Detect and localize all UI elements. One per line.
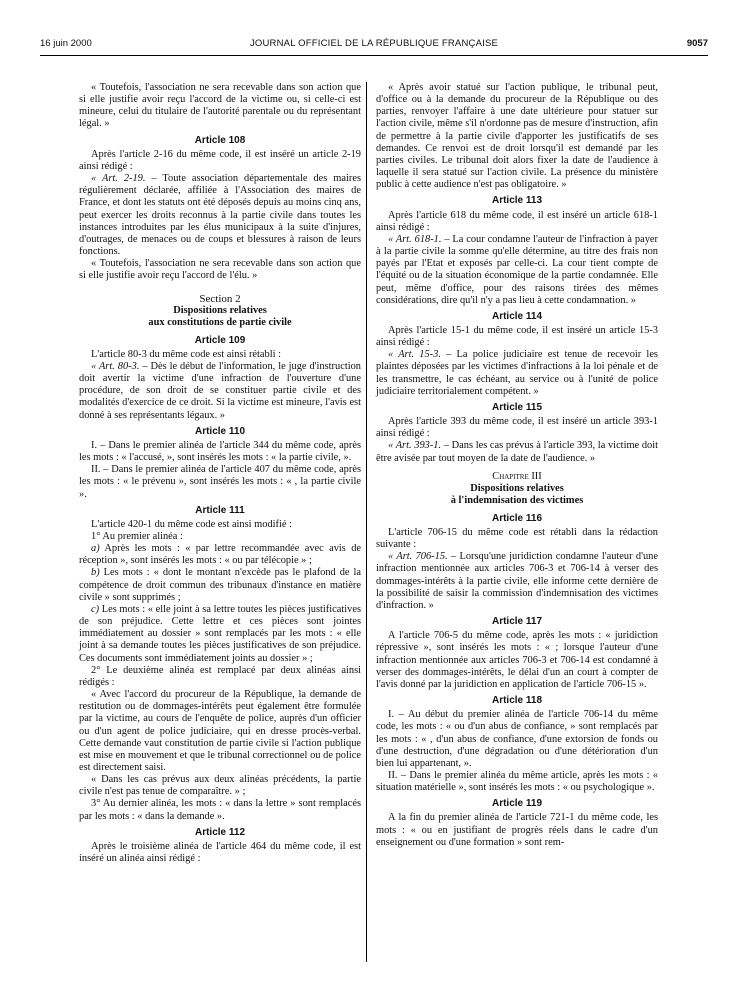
paragraph: A la fin du premier alinéa de l'article 721-1 du même code, les mots : « ou en justifiant de progrès réels dans le cadre d'un enseignement ou d'une formation » sont rem- [376, 812, 658, 848]
article-heading: Article 111 [195, 504, 245, 516]
article-heading: Article 118 [491, 695, 543, 707]
paragraph: « Avec l'accord du procureur de la République, la demande de restitution ou de dommages-intérêts peut également être formulée par la victime, au cours de l'enquête de police, auprès d'un officier ou d'un agent de police judiciaire, qui en dresse procès-verbal. Cette demande vaut constitution de partie civile si l'action publique est mise en mouvement et que le tribunal correctionnel ou de police est directement saisi. [79, 689, 361, 773]
paragraph: Après le troisième alinéa de l'article 464 du même code, il est inséré un alinéa ainsi rédigé : [79, 840, 361, 865]
journal-title: JOURNAL OFFICIEL DE LA RÉPUBLIQUE FRANÇAISE [249, 38, 499, 49]
article-heading: Article 112 [194, 826, 246, 838]
article-heading: Article 116 [491, 512, 543, 524]
article-heading: Article 114 [491, 310, 543, 322]
paragraph: a) Après les mots : « par lettre recommandée avec avis de réception », sont insérés les mots : « ou par télécopie » ; [79, 543, 361, 567]
article-ref: « Art. 15-3. [388, 349, 441, 361]
paragraph: « Art. 80-3. – Dès le début de l'information, le juge d'instruction doit avertir la victime d'une infraction de l'ouverture d'une procédure, de son droit de se constituer partie civile et des modalités d'exercice de ce droit. Si la victime est mineure, l'avis est donné à ses représentants légaux. » [79, 360, 361, 421]
chapter-label: Chapitre III [492, 470, 542, 482]
paragraph: « Dans les cas prévus aux deux alinéas précédents, la partie civile n'est pas tenue de comparaître. » ; [79, 774, 361, 798]
article-heading: Article 108 [194, 134, 246, 146]
paragraph: Après l'article 15-1 du même code, il est inséré un article 15-3 ainsi rédigé : [376, 324, 658, 349]
paragraph: II. – Dans le premier alinéa du même article, après les mots : « situation matérielle », sont insérés les mots : « ou psychologique ». [376, 769, 658, 794]
paragraph: b) Les mots : « dont le montant n'excède pas le plafond de la compétence de droit commun des tribunaux d'instance en matière civile » sont supprimés ; [79, 567, 361, 603]
paragraph: L'article 80-3 du même code est ainsi rétabli : [91, 348, 281, 360]
article-ref: « Art. 393-1. [388, 440, 442, 452]
paragraph: II. – Dans le premier alinéa de l'article 407 du même code, après les mots : « le prévenu », sont insérés les mots : « , la partie civile ». [79, 464, 361, 500]
article-ref: « Art. 2-19. [91, 173, 146, 185]
paragraph: « Toutefois, l'association ne sera recevable dans son action que si elle justifie avoir reçu l'accord de la victime ou, si celle-ci est mineure, celui du titulaire de l'autorité parentale ou du représentant légal. » [79, 82, 361, 130]
article-heading: Article 117 [491, 616, 543, 628]
paragraph: L'article 706-15 du même code est rétabli dans la rédaction suivante : [376, 527, 658, 551]
article-heading: Article 119 [491, 798, 543, 810]
article-heading: Article 115 [491, 401, 543, 413]
section-label: Section 2 [199, 292, 241, 305]
article-heading: Article 109 [194, 334, 246, 346]
paragraph: Après l'article 618 du même code, il est inséré un article 618-1 ainsi rédigé : [376, 209, 658, 233]
chapter-title-line: à l'indemnisation des victimes [450, 494, 584, 506]
article-ref: « Art. 706-15. [388, 551, 448, 563]
paragraph: 3° Au dernier alinéa, les mots : « dans la lettre » sont remplacés par les mots : « dans la demande ». [79, 798, 361, 822]
header-date: 16 juin 2000 [40, 38, 92, 49]
paragraph: I. – Dans le premier alinéa de l'article 344 du même code, après les mots : « l'accusé, », sont insérés les mots : « la partie civile, ». [79, 439, 361, 464]
paragraph: A l'article 706-5 du même code, après les mots : « juridiction répressive », sont insérés les mots : « ; lorsque l'auteur d'une infraction mentionnée aux articles 706-3 et 706-14 est condamné à verser des dommages-intérêts, le délai d'un an court à compter de l'avis donné par la juridiction en application de l'article 706-15 ». [376, 630, 658, 690]
page-header [40, 38, 708, 56]
paragraph: Après l'article 2-16 du même code, il est inséré un article 2-19 ainsi rédigé : [79, 148, 361, 172]
paragraph: « Art. 618-1. – La cour condamne l'auteur de l'infraction à payer à la partie civile la somme qu'elle détermine, au titre des frais non payés par l'Etat et exposés par celle-ci. La cour tient compte de l'équité ou de la situation économique de la partie condamnée. Elle peut, même d'office, pour des raisons tirées des mêmes considérations, dire qu'il n'y a pas lieu à cette condamnation. » [376, 233, 658, 306]
article-heading: Article 113 [491, 195, 543, 207]
paragraph: L'article 420-1 du même code est ainsi modifié : [91, 518, 292, 530]
paragraph: Après l'article 393 du même code, il est inséré un article 393-1 ainsi rédigé : [376, 416, 658, 440]
page-number: 9057 [686, 38, 708, 49]
paragraph: 2° Le deuxième alinéa est remplacé par deux alinéas ainsi rédigés : [79, 664, 361, 688]
paragraph: « Art. 2-19. – Toute association départementale des maires régulièrement déclarée, affiliée à l'Association des maires de France, et dont les statuts ont été déposés depuis au moins cinq ans, peut exercer les droits reconnus à la partie civile dans toutes les instances introduites par les élus municipaux à la suite d'injures, d'outrages, de menaces ou de coups et blessures à raison de leurs fonctions. [79, 173, 361, 258]
paragraph: c) Les mots : « elle joint à sa lettre toutes les pièces justificatives de son préjudice. Cette lettre et ces pièces sont jointes immédiatement au dossier » sont remplacés par les mots : « elle joint à sa demande toutes les pièces justificatives de son préjudice. Ces documents sont immédiatement joints au dossier » ; [79, 603, 361, 664]
paragraph: « Toutefois, l'association ne sera recevable dans son action que si elle justifie avoir reçu l'accord de l'élu. » [79, 258, 361, 282]
paragraph: I. – Au début du premier alinéa de l'article 706-14 du même code, les mots : « ou d'un abus de confiance, » sont remplacés par les mots : « , d'un abus de confiance, d'une extorsion de fonds ou d'une destruction, d'une dégradation ou d'une détérioration d'un bien lui appartenant, ». [376, 709, 658, 769]
right-column [376, 82, 658, 849]
paragraph: « Art. 393-1. – Dans les cas prévus à l'article 393, la victime doit être avisée par tout moyen de la date de l'audience. » [376, 440, 658, 464]
left-column [79, 82, 361, 865]
article-heading: Article 110 [194, 425, 246, 437]
article-ref: « Art. 618-1. [388, 233, 442, 245]
paragraph: 1° Au premier alinéa : [91, 531, 183, 542]
column-divider [366, 82, 367, 962]
article-ref: « Art. 80-3. [91, 360, 140, 372]
chapter-title-line: Dispositions relatives [470, 482, 564, 494]
paragraph: « Art. 706-15. – Lorsqu'une juridiction condamne l'auteur d'une infraction mentionnée aux articles 706-3 et 706-14 à verser des dommages-intérêts à la partie civile, elle informe cette dernière de la possibilité de saisir la commission d'indemnisation des victimes d'infraction. » [376, 551, 658, 611]
paragraph: « Art. 15-3. – La police judiciaire est tenue de recevoir les plaintes déposées par les victimes d'infractions à la loi pénale et de les transmettre, le cas échéant, au service ou à l'unité de police judiciaire territorialement compétent. » [376, 349, 658, 397]
section-title-line: Dispositions relatives [173, 304, 267, 316]
paragraph: « Après avoir statué sur l'action publique, le tribunal peut, d'office ou à la demande du procureur de la République ou des parties, renvoyer l'affaire à une date ultérieure pour statuer sur l'action civile, même s'il n'ordonne pas de mesure d'instruction, afin de permettre à la partie civile d'apporter les justificatifs de ses demandes. Ce renvoi est de droit lorsqu'il est demandé par les parties civiles. Le tribunal doit alors fixer la date de l'audience à laquelle il sera statué sur l'action civile. La présence du ministère public à cette audience n'est pas obligatoire. » [376, 82, 658, 191]
section-title-line: aux constitutions de partie civile [148, 316, 292, 328]
